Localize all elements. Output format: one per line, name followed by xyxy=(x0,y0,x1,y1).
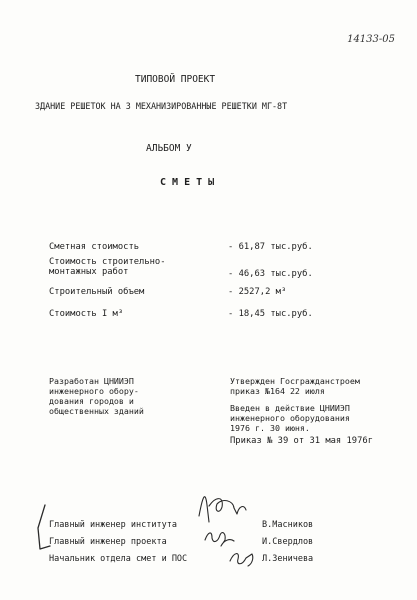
cost-label: Сметная стоимость xyxy=(49,242,140,252)
cost-label: Стоимость строительно- монтажных работ xyxy=(49,257,166,277)
signature-name: Л.Зеничева xyxy=(262,554,314,564)
cost-value: - 18,45 тыс.руб. xyxy=(228,309,313,319)
document-number: 14133-05 xyxy=(347,34,395,45)
signature-scribble xyxy=(205,533,234,546)
cost-value: - 2527,2 м³ xyxy=(228,287,287,297)
introduction-block: Введен в действие ЦНИИЭП инженерного оборудования 1976 г. 30 июня. xyxy=(230,403,350,433)
album-label: АЛЬБОМ У xyxy=(146,143,192,154)
signature-role: Главный инженер института xyxy=(49,520,177,530)
cost-label: Строительный объем xyxy=(49,287,145,297)
signature-scribble xyxy=(230,554,253,566)
order-line: Приказ № 39 от 31 мая 1976г xyxy=(230,436,373,446)
signature-name: В.Масников xyxy=(262,520,314,530)
cost-value: - 61,87 тыс.руб. xyxy=(228,242,313,252)
signature-scribble xyxy=(199,497,246,522)
signature-role: Главный инженер проекта xyxy=(49,537,167,547)
document-title: С М Е Т Ы xyxy=(160,177,215,188)
cost-value: - 46,63 тыс.руб. xyxy=(228,269,313,279)
cost-label: Стоимость I м³ xyxy=(49,309,124,319)
signature-role: Начальник отдела смет и ПОС xyxy=(49,554,188,564)
approval-block: Утвержден Госгражданстроем приказ №164 22 июля xyxy=(230,376,360,396)
doc-type-heading: ТИПОВОЙ ПРОЕКТ xyxy=(135,74,216,85)
project-title: ЗДАНИЕ РЕШЕТОК НА 3 МЕХАНИЗИРОВАННЫЕ РЕШЕТКИ МГ-8Т xyxy=(35,101,288,111)
developer-block: Разработан ЦНИИЭП инженерного обору- дования городов и общественных зданий xyxy=(49,376,144,416)
signature-name: И.Свердлов xyxy=(262,537,314,547)
